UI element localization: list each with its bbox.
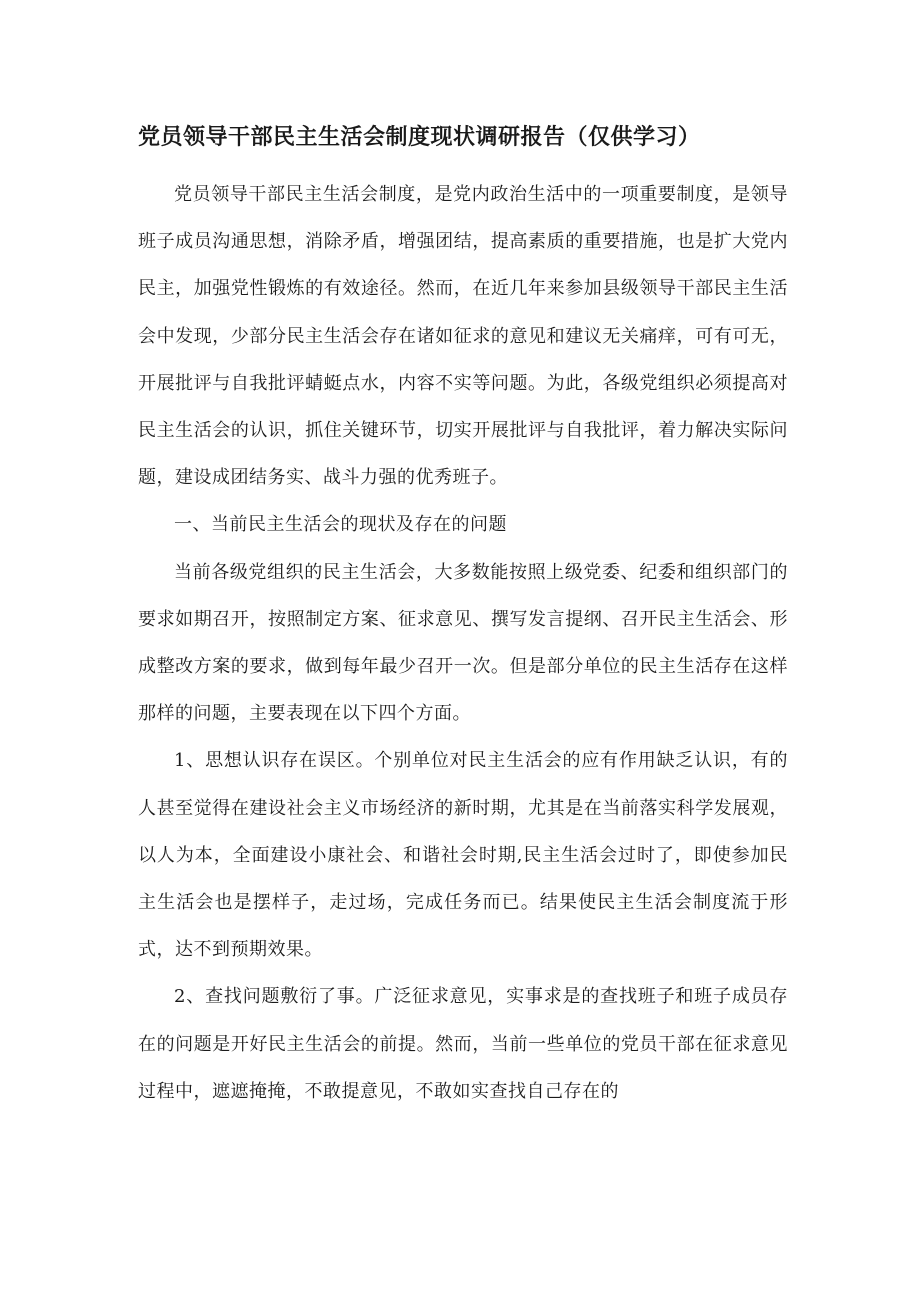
section-heading-1: 一、当前民主生活会的现状及存在的问题 (174, 514, 507, 536)
paragraph-current-status: 当前各级党组织的民主生活会，大多数能按照上级党委、纪委和组织部门的要求如期召开，按照制定方案、征求意见、撰写发言提纲、召开民主生活会、形成整改方案的要求，做到每年最少召开一次。但是部分单位的民主生活存在这样那样的问题，主要表现在以下四个方面。 (138, 561, 788, 725)
paragraph-intro: 党员领导干部民主生活会制度，是党内政治生活中的一项重要制度，是领导班子成员沟通思想，消除矛盾，增强团结，提高素质的重要措施，也是扩大党内民主，加强党性锻炼的有效途径。然而，在近几年来参加县级领导干部民主生活会中发现，少部分民主生活会存在诸如征求的意见和建议无关痛痒，可有可无，开展批评与自我批评蜻蜓点水，内容不实等问题。为此，各级党组织必须提高对民主生活会的认识，抓住关键环节，切实开展批评与自我批评，着力解决实际问题，建设成团结务实、战斗力强的优秀班子。 (138, 184, 788, 489)
paragraph-point-2: 2、查找问题敷衍了事。广泛征求意见，实事求是的查找班子和班子成员存在的问题是开好民主生活会的前提。然而，当前一些单位的党员干部在征求意见过程中，遮遮掩掩，不敢提意见，不敢如实查找自己存在的 (138, 986, 788, 1102)
paragraph-point-1: 1、思想认识存在误区。个别单位对民主生活会的应有作用缺乏认识，有的人甚至觉得在建设社会主义市场经济的新时期，尤其是在当前落实科学发展观，以人为本，全面建设小康社会、和谐社会时期,民主生活会过时了，即使参加民主生活会也是摆样子，走过场，完成任务而已。结果使民主生活会制度流于形式，达不到预期效果。 (138, 750, 788, 961)
document-body (138, 171, 788, 1115)
document-title: 党员领导干部民主生活会制度现状调研报告（仅供学习） (138, 125, 701, 150)
